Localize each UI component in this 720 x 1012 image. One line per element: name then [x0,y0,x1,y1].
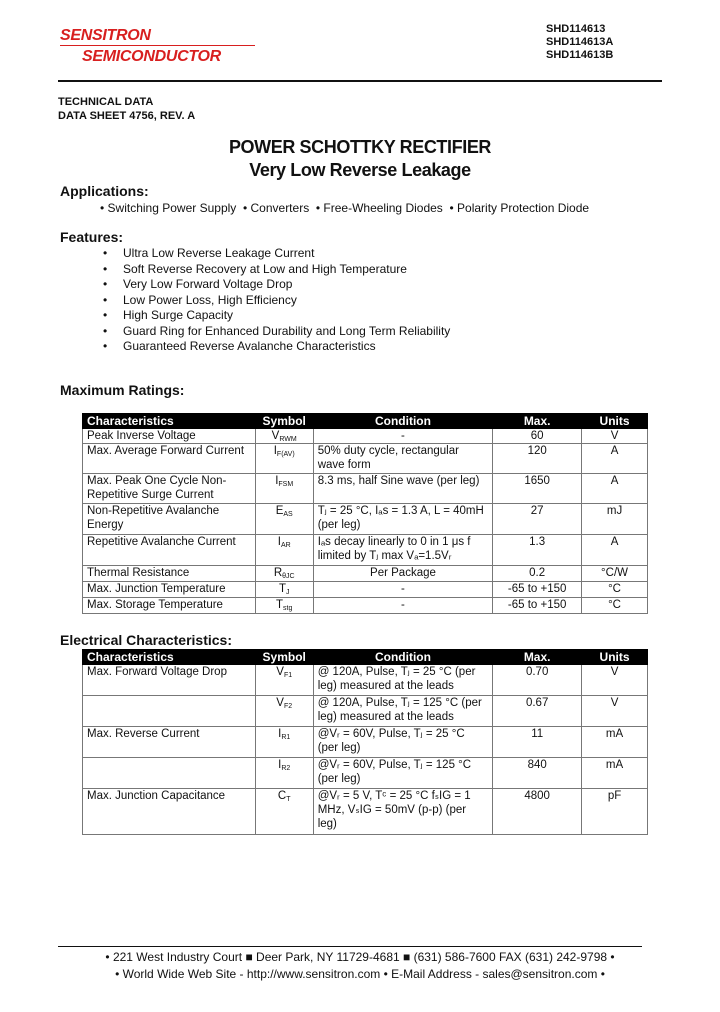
table-row [83,727,648,758]
max-cell: 0.70 [493,665,582,696]
symbol-cell: $R_{\theta JC}$ [255,566,313,582]
table-header-row: Characteristics Symbol Condition Max. Units [83,414,648,429]
symbol-cell: $T_J$ [255,582,313,598]
characteristic-cell: Max. Junction Capacitance [83,789,256,835]
symbol-cell: $V_{F2}$ [255,696,313,727]
units-cell: A [582,474,648,504]
characteristic-cell: Max. Average Forward Current [83,444,256,474]
condition-cell: 50% duty cycle, rectangular wave form [313,444,493,474]
features-heading: Features: [60,229,124,245]
symbol-cell: $E_{AS}$ [255,504,313,535]
table-row [83,566,648,582]
brand-name-line2: SEMICONDUCTOR [82,48,221,65]
max-cell: 120 [493,444,582,474]
max-ratings-heading: Maximum Ratings: [60,382,185,398]
table-header-row: Characteristics Symbol Condition Max. Units [83,650,648,665]
list-item: • Guard Ring for Enhanced Durability and Long Term Reliability [103,323,451,338]
characteristic-cell: Thermal Resistance [83,566,256,582]
max-cell: 1.3 [493,535,582,566]
max-cell: 1650 [493,474,582,504]
characteristic-cell: Max. Reverse Current [83,727,256,758]
units-cell: A [582,535,648,566]
characteristic-cell: Peak Inverse Voltage [83,429,256,444]
features-list [103,246,451,355]
list-item: • Ultra Low Reverse Leakage Current [103,246,315,260]
max-cell: -65 to +150 [493,598,582,614]
condition-cell: - [313,582,493,598]
footer-address: • 221 West Industry Court ■ Deer Park, NY 11729-4681 ■ (631) 586-7600 FAX (631) 242-9798 • [105,950,615,964]
data-sheet-number: DATA SHEET 4756, REV. A [58,110,196,122]
table-row [83,598,648,614]
list-item: • Soft Reverse Recovery at Low and High Temperature [103,261,407,276]
characteristic-cell [83,758,256,789]
electrical-heading: Electrical Characteristics: [60,632,232,648]
condition-cell: Iₐs decay linearly to 0 in 1 μs f limited by Tⱼ max Vₐ=1.5Vᵣ [313,535,493,566]
header-rule [58,80,662,82]
characteristic-cell: Max. Storage Temperature [83,598,256,614]
condition-cell: @ 120A, Pulse, Tⱼ = 25 °C (per leg) measured at the leads [313,665,493,696]
application-item: Converters [250,201,310,215]
max-cell: -65 to +150 [493,582,582,598]
characteristic-cell: Repetitive Avalanche Current [83,535,256,566]
technical-data-label: TECHNICAL DATA [58,96,154,108]
applications-list: • Switching Power Supply • Converters • Free-Wheeling Diodes • Polarity Protection Diode [100,201,590,215]
characteristic-cell: Max. Forward Voltage Drop [83,665,256,696]
table-row [83,696,648,727]
brand-underline [60,45,255,46]
symbol-cell: $I_{AR}$ [255,535,313,566]
symbol-cell: $V_{RWM}$ [255,429,313,444]
max-cell: 11 [493,727,582,758]
characteristic-cell [83,696,256,727]
max-cell: 0.67 [493,696,582,727]
table-row [83,504,648,535]
max-cell: 27 [493,504,582,535]
application-item: Free-Wheeling Diodes [323,201,443,215]
brand-name-line1: SENSITRON [60,27,151,44]
units-cell: °C [582,582,648,598]
condition-cell: 8.3 ms, half Sine wave (per leg) [313,474,493,504]
units-cell: mJ [582,504,648,535]
characteristic-cell: Max. Peak One Cycle Non-Repetitive Surge Current [83,474,256,504]
condition-cell: @Vᵣ = 5 V, Tᶜ = 25 °C fₛIG = 1 MHz, VₛIG = 50mV (p-p) (per leg) [313,789,493,835]
list-item: • Guaranteed Reverse Avalanche Characteristics [103,339,376,353]
part-number: SHD114613A [546,36,614,48]
table-row [83,474,648,504]
electrical-table [82,649,648,835]
units-cell: V [582,665,648,696]
condition-cell: - [313,429,493,444]
page-title: POWER SCHOTTKY RECTIFIER [228,137,492,157]
symbol-cell: $T_{stg}$ [255,598,313,614]
condition-cell: @Vᵣ = 60V, Pulse, Tⱼ = 125 °C (per leg) [313,758,493,789]
table-row [83,665,648,696]
characteristic-cell: Non-Repetitive Avalanche Energy [83,504,256,535]
units-cell: pF [582,789,648,835]
max-cell: 840 [493,758,582,789]
units-cell: V [582,696,648,727]
symbol-cell: $I_{R2}$ [255,758,313,789]
table-row [83,758,648,789]
max-cell: 4800 [493,789,582,835]
table-row [83,429,648,444]
units-cell: °C/W [582,566,648,582]
condition-cell: - [313,598,493,614]
table-row [83,582,648,598]
page-subtitle: Very Low Reverse Leakage [249,160,471,180]
table-row [83,535,648,566]
condition-cell: @ 120A, Pulse, Tⱼ = 125 °C (per leg) measured at the leads [313,696,493,727]
condition-cell: Tⱼ = 25 °C, Iₐs = 1.3 A, L = 40mH (per leg) [313,504,493,535]
condition-cell: Per Package [313,566,493,582]
symbol-cell: $I_{R1}$ [255,727,313,758]
footer-web: • World Wide Web Site - http://www.sensitron.com • E-Mail Address - sales@sensitron.com • [115,967,605,981]
symbol-cell: $I_{FSM}$ [255,474,313,504]
units-cell: mA [582,758,648,789]
symbol-cell: $I_{F(AV)}$ [255,444,313,474]
condition-cell: @Vᵣ = 60V, Pulse, Tⱼ = 25 °C (per leg) [313,727,493,758]
part-number: SHD114613 [546,23,606,35]
table-row [83,444,648,474]
symbol-cell: $V_{F1}$ [255,665,313,696]
symbol-cell: $C_T$ [255,789,313,835]
characteristic-cell: Max. Junction Temperature [83,582,256,598]
application-item: Polarity Protection Diode [457,201,590,215]
table-row [83,789,648,835]
max-cell: 0.2 [493,566,582,582]
part-number-list [546,23,613,62]
units-cell: A [582,444,648,474]
applications-heading: Applications: [60,183,149,199]
part-number: SHD114613B [546,49,614,61]
units-cell: °C [582,598,648,614]
application-item: Switching Power Supply [107,201,237,215]
list-item: • Low Power Loss, High Efficiency [103,292,297,307]
units-cell: V [582,429,648,444]
footer-rule [58,946,642,947]
list-item: • Very Low Forward Voltage Drop [103,277,293,291]
list-item: • High Surge Capacity [103,308,234,322]
max-ratings-table [82,413,648,614]
max-cell: 60 [493,429,582,444]
units-cell: mA [582,727,648,758]
